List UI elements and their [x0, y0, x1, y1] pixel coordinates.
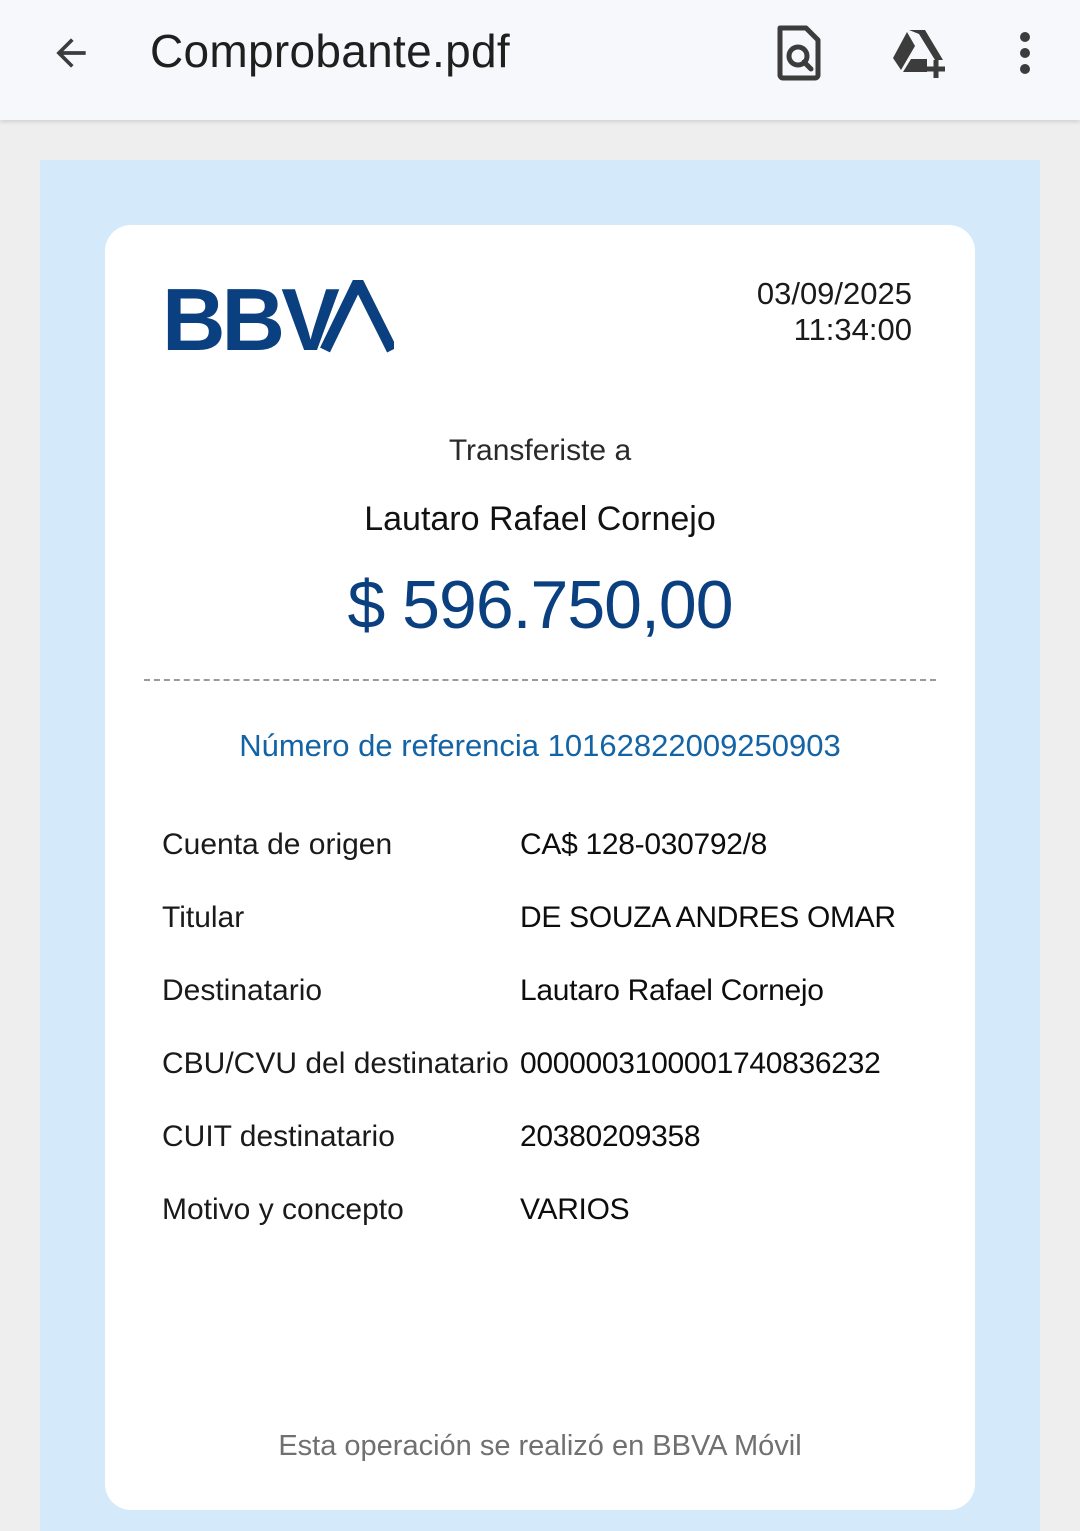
save-to-drive-button[interactable]	[888, 22, 950, 84]
detail-label: Titular	[162, 901, 245, 934]
detail-label: CBU/CVU del destinatario	[162, 1047, 509, 1080]
detail-row-holder	[162, 901, 942, 974]
back-button[interactable]	[40, 22, 102, 84]
footer-note: Esta operación se realizó en BBVA Móvil	[278, 1430, 802, 1462]
file-title: Comprobante.pdf	[150, 25, 510, 77]
details-list	[162, 828, 942, 1266]
reference-number: Número de referencia 10162822009250903	[239, 728, 841, 763]
transaction-date: 03/09/2025	[756, 276, 912, 311]
detail-label: CUIT destinatario	[162, 1120, 395, 1153]
more-vert-icon	[1015, 29, 1035, 77]
back-arrow-icon	[49, 31, 93, 75]
detail-row-recipient	[162, 974, 942, 1047]
app-bar	[0, 0, 1080, 120]
more-options-button[interactable]	[994, 22, 1056, 84]
transfer-label: Transferiste a	[448, 434, 632, 467]
detail-value: CA$ 128-030792/8	[520, 828, 768, 861]
detail-label: Cuenta de origen	[162, 828, 393, 861]
detail-row-cuit	[162, 1120, 942, 1193]
detail-value: 20380209358	[520, 1120, 701, 1153]
document-search-icon	[774, 25, 824, 81]
recipient-name: Lautaro Rafael Cornejo	[364, 500, 716, 538]
detail-value: VARIOS	[520, 1193, 630, 1226]
find-in-document-button[interactable]	[768, 22, 830, 84]
transaction-time: 11:34:00	[793, 312, 912, 347]
detail-row-origin-account	[162, 828, 942, 901]
drive-add-icon	[889, 26, 949, 80]
detail-row-reason	[162, 1193, 942, 1266]
detail-value: DE SOUZA ANDRES OMAR	[520, 901, 896, 934]
svg-text:BBV: BBV	[162, 280, 336, 354]
bbva-logo	[162, 280, 394, 354]
detail-value: Lautaro Rafael Cornejo	[520, 974, 824, 1007]
dashed-divider	[144, 679, 936, 681]
detail-label: Destinatario	[162, 974, 323, 1007]
detail-row-cbu	[162, 1047, 942, 1120]
detail-value: 0000003100001740836232	[520, 1047, 881, 1080]
transfer-amount: $ 596.750,00	[347, 567, 733, 643]
detail-label: Motivo y concepto	[162, 1193, 404, 1226]
transaction-datetime	[757, 276, 912, 348]
